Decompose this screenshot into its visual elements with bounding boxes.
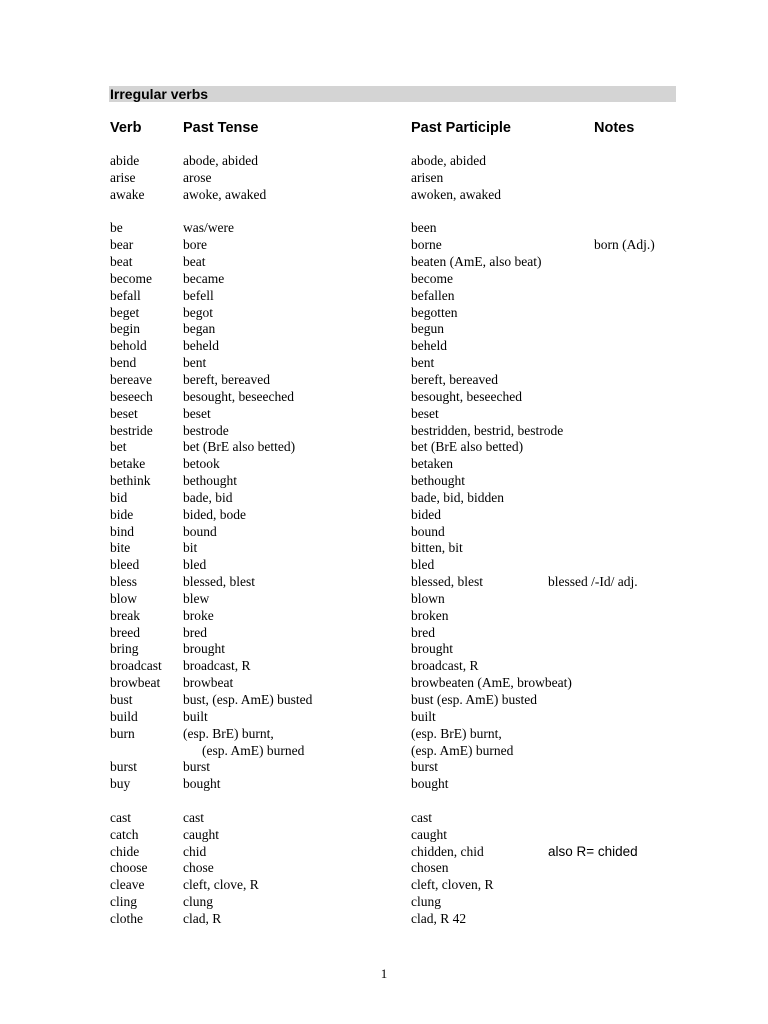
past-tense-cell: was/were (183, 220, 234, 236)
table-row (0, 507, 768, 524)
past-tense-cell: bent (183, 355, 207, 371)
verb-cell: build (110, 708, 138, 724)
past-tense-cell: clung (183, 894, 213, 910)
table-row (0, 810, 768, 827)
verb-cell: cast (110, 809, 131, 825)
table-row (0, 271, 768, 288)
past-participle-cell: bet (BrE also betted) (411, 439, 524, 455)
past-participle-cell: bust (esp. AmE) busted (411, 692, 537, 707)
verb-cell: bust (110, 692, 133, 707)
past-tense-cell: bust, (esp. AmE) busted (183, 692, 313, 707)
past-participle-cell: bled (411, 557, 435, 573)
past-participle-cell: bred (411, 624, 435, 640)
header-past-tense: Past Tense (183, 120, 259, 136)
table-row (0, 675, 768, 692)
past-participle-cell: beset (411, 405, 439, 421)
table-row (0, 827, 768, 844)
verb-cell: befall (110, 287, 141, 303)
past-participle-cell: befallen (411, 287, 455, 303)
table-row (0, 894, 768, 911)
table-row (0, 220, 768, 237)
past-participle-cell: built (411, 708, 436, 724)
past-tense-cell: beat (183, 254, 206, 270)
past-tense-cell: broke (183, 607, 214, 623)
table-row (0, 254, 768, 271)
past-tense-cell: befell (183, 287, 214, 303)
verb-cell: clothe (110, 910, 143, 926)
verb-cell: beget (110, 304, 140, 320)
past-participle-cell: cleft, cloven, R (411, 877, 494, 893)
verb-cell: burst (110, 759, 137, 775)
past-participle-cell: clung (411, 894, 441, 910)
table-row (0, 726, 768, 743)
verb-cell: bear (110, 237, 134, 253)
past-participle-cell: besought, beseeched (411, 388, 522, 404)
past-participle-cell: brought (411, 641, 453, 657)
past-participle-cell: begun (411, 321, 444, 337)
past-tense-cell: began (183, 321, 216, 337)
past-participle-cell: browbeaten (AmE, browbeat) (411, 675, 572, 691)
table-row (0, 557, 768, 574)
past-participle-cell: caught (411, 826, 447, 842)
table-row (0, 321, 768, 338)
verb-cell: bid (110, 489, 128, 505)
table-row (0, 338, 768, 355)
past-participle-cell: blown (411, 590, 445, 606)
table-row (0, 911, 768, 928)
verb-cell: bet (110, 439, 127, 455)
past-tense-cell: besought, beseeched (183, 388, 294, 404)
verb-cell: burn (110, 725, 135, 741)
table-row (0, 423, 768, 440)
past-participle-cell: beheld (411, 338, 447, 354)
table-row (0, 574, 768, 591)
table-row (0, 456, 768, 473)
past-tense-cell: brought (183, 641, 225, 657)
verb-table (0, 153, 768, 928)
past-tense-cell: (esp. BrE) burnt, (183, 725, 274, 741)
past-tense-cell: betook (183, 456, 220, 472)
past-tense-cell: abode, abided (183, 153, 258, 168)
past-participle-cell: been (411, 220, 437, 236)
verb-cell: bite (110, 540, 131, 556)
table-row (0, 473, 768, 490)
notes-cell: blessed /-Id/ adj. (548, 574, 638, 590)
past-participle-cell: (esp. BrE) burnt, (411, 725, 502, 741)
notes-cell: born (Adj.) (594, 237, 655, 253)
verb-cell: cleave (110, 877, 145, 893)
table-row (0, 406, 768, 423)
table-row (0, 305, 768, 322)
past-participle-cell: broken (411, 607, 449, 623)
table-row (0, 776, 768, 793)
past-tense-cell: bethought (183, 473, 237, 489)
past-participle-cell: betaken (411, 456, 453, 472)
table-row (0, 524, 768, 541)
verb-cell: awake (110, 186, 145, 202)
past-tense-cell: chid (183, 843, 207, 859)
verb-cell: begin (110, 321, 140, 337)
table-row (0, 170, 768, 187)
verb-cell: beset (110, 405, 138, 421)
past-participle-cell: borne (411, 237, 442, 253)
table-row (0, 372, 768, 389)
verb-cell: bethink (110, 473, 151, 489)
past-tense-cell: bled (183, 557, 207, 573)
verb-cell: arise (110, 169, 136, 185)
past-tense-cell: bred (183, 624, 207, 640)
past-participle-cell: chidden, chid (411, 843, 484, 859)
past-tense-cell: broadcast, R (183, 658, 251, 674)
past-tense-cell: bet (BrE also betted) (183, 439, 296, 455)
past-tense-cell: bereft, bereaved (183, 371, 270, 387)
past-tense-cell: blew (183, 590, 210, 606)
verb-cell: betake (110, 456, 146, 472)
past-participle-cell: abode, abided (411, 153, 486, 168)
group-spacer (0, 204, 768, 221)
verb-cell: bide (110, 506, 134, 522)
past-participle-cell: beaten (AmE, also beat) (411, 254, 542, 270)
past-tense-cell: chose (183, 860, 214, 876)
table-row (0, 389, 768, 406)
past-participle-cell: bound (411, 523, 445, 539)
verb-cell: break (110, 607, 140, 623)
table-row (0, 844, 768, 861)
group-spacer (0, 793, 768, 810)
verb-cell: beseech (110, 388, 153, 404)
table-row (0, 540, 768, 557)
past-participle-cell: bethought (411, 473, 465, 489)
table-row (0, 591, 768, 608)
past-tense-cell: cast (183, 809, 204, 825)
past-participle-cell: bent (411, 355, 435, 371)
past-tense-cell: bought (183, 776, 221, 792)
past-tense-cell: bided, bode (183, 506, 246, 522)
past-participle-cell: begotten (411, 304, 458, 320)
table-row (0, 490, 768, 507)
past-tense-cell: bore (183, 237, 207, 253)
past-participle-cell: bought (411, 776, 449, 792)
verb-cell: breed (110, 624, 140, 640)
past-tense-cell: beheld (183, 338, 219, 354)
past-tense-cell: bound (183, 523, 217, 539)
table-row (0, 153, 768, 170)
table-row (0, 860, 768, 877)
past-tense-cell: (esp. AmE) burned (202, 742, 305, 758)
past-tense-cell: cleft, clove, R (183, 877, 259, 893)
past-tense-cell: built (183, 708, 208, 724)
verb-cell: bend (110, 355, 137, 371)
verb-cell: become (110, 270, 152, 286)
table-row (0, 288, 768, 305)
verb-cell: abide (110, 153, 140, 168)
past-tense-cell: bade, bid (183, 489, 233, 505)
past-participle-cell: blessed, blest (411, 574, 483, 590)
past-participle-cell: awoken, awaked (411, 186, 501, 202)
notes-cell: also R= chided (548, 843, 638, 859)
verb-cell: buy (110, 776, 131, 792)
table-row (0, 641, 768, 658)
page-title: Irregular verbs (110, 86, 209, 102)
verb-cell: browbeat (110, 675, 161, 691)
past-participle-cell: cast (411, 809, 432, 825)
table-row (0, 759, 768, 776)
past-tense-cell: blessed, blest (183, 574, 255, 590)
table-row (0, 355, 768, 372)
past-participle-cell: chosen (411, 860, 449, 876)
past-participle-cell: bided (411, 506, 441, 522)
table-row (0, 877, 768, 894)
verb-cell: blow (110, 590, 137, 606)
verb-cell: bind (110, 523, 135, 539)
verb-cell: cling (110, 894, 137, 910)
table-row (0, 692, 768, 709)
past-tense-cell: arose (183, 169, 212, 185)
table-row (0, 658, 768, 675)
verb-cell: be (110, 220, 123, 236)
verb-cell: bestride (110, 422, 153, 438)
past-participle-cell: burst (411, 759, 438, 775)
verb-cell: choose (110, 860, 148, 876)
table-row (0, 625, 768, 642)
verb-cell: chide (110, 843, 140, 859)
table-row (0, 608, 768, 625)
past-tense-cell: caught (183, 826, 219, 842)
verb-cell: bleed (110, 557, 140, 573)
past-participle-cell: bitten, bit (411, 540, 463, 556)
past-tense-cell: bestrode (183, 422, 229, 438)
past-participle-cell: bade, bid, bidden (411, 489, 504, 505)
past-tense-cell: clad, R (183, 910, 222, 926)
verb-cell: bless (110, 574, 137, 590)
verb-cell: bring (110, 641, 139, 657)
past-participle-cell: broadcast, R (411, 658, 479, 674)
past-tense-cell: awoke, awaked (183, 186, 267, 202)
past-tense-cell: bit (183, 540, 198, 556)
verb-cell: behold (110, 338, 147, 354)
past-tense-cell: begot (183, 304, 213, 320)
past-tense-cell: burst (183, 759, 210, 775)
verb-cell: bereave (110, 371, 152, 387)
verb-cell: beat (110, 254, 133, 270)
past-tense-cell: became (183, 270, 225, 286)
past-participle-cell: become (411, 270, 453, 286)
past-tense-cell: browbeat (183, 675, 234, 691)
verb-cell: broadcast (110, 658, 162, 674)
table-row (0, 187, 768, 204)
header-notes: Notes (594, 120, 635, 136)
header-past-participle: Past Participle (411, 120, 511, 136)
page-number: 1 (380, 966, 388, 981)
table-row (0, 709, 768, 726)
table-row (0, 439, 768, 456)
table-row (0, 237, 768, 254)
past-tense-cell: beset (183, 405, 211, 421)
table-row (0, 743, 768, 760)
past-participle-cell: arisen (411, 169, 444, 185)
past-participle-cell: bereft, bereaved (411, 371, 498, 387)
past-participle-cell: bestridden, bestrid, bestrode (411, 422, 564, 438)
verb-cell: catch (110, 826, 139, 842)
header-verb: Verb (110, 120, 142, 136)
past-participle-cell: (esp. AmE) burned (411, 742, 514, 758)
past-participle-cell: clad, R 42 (411, 910, 467, 926)
